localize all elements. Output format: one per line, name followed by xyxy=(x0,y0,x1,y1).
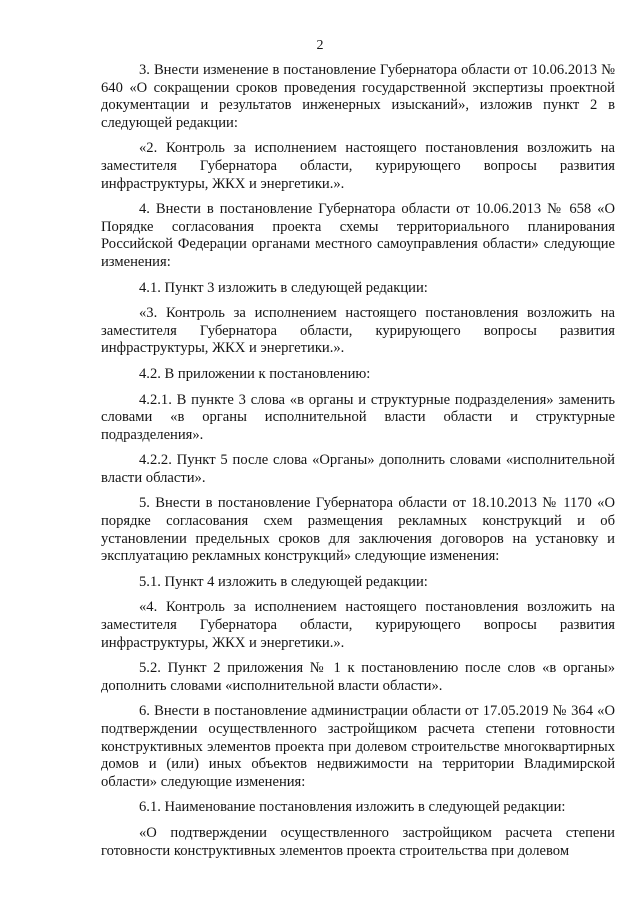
paragraph-6-1: 6.1. Наименование постановления изложить в следующей редакции: xyxy=(139,799,566,816)
paragraph-6-1-text: «О подтверждении осуществленного застройщиком расчета степени готовности конструктивных элементов проекта строительства при долевом xyxy=(101,824,615,859)
paragraph-6: 6. Внести в постановление администрации области от 17.05.2019 № 364 «О подтверждении осуществленного застройщиком расчета степени готовности конструктивных элементов проекта при долевом строительстве многоквартирных домов и (или) иных объектов недвижимости на территории Владимирской области» следующие изменения: xyxy=(101,703,615,790)
paragraph-4-1: 4.1. Пункт 3 изложить в следующей редакции: xyxy=(139,279,428,296)
paragraph-5-1: 5.1. Пункт 4 изложить в следующей редакции: xyxy=(139,573,428,590)
document-body xyxy=(101,62,615,868)
paragraph-3-text: «2. Контроль за исполнением настоящего постановления возложить на заместителя Губернатора области, курирующего вопросы развития инфраструктуры, ЖКХ и энергетики.». xyxy=(101,140,615,192)
paragraph-4: 4. Внести в постановление Губернатора области от 10.06.2013 № 658 «О Порядке согласования проекта схемы территориального планирования Российской Федерации органами местного самоуправления области» следующие изменения: xyxy=(101,201,615,270)
paragraph-4-2-1: 4.2.1. В пункте 3 слова «в органы и структурные подразделения» заменить словами «в органы исполнительной власти области и структурные подразделения». xyxy=(101,391,615,443)
page-number: 2 xyxy=(316,38,324,53)
paragraph-4-2-2: 4.2.2. Пункт 5 после слова «Органы» дополнить словами «исполнительной власти области». xyxy=(101,452,615,486)
paragraph-5-1-text: «4. Контроль за исполнением настоящего постановления возложить на заместителя Губернатора области, курирующего вопросы развития инфраструктуры, ЖКХ и энергетики.». xyxy=(101,599,615,651)
paragraph-4-1-text: «3. Контроль за исполнением настоящего постановления возложить на заместителя Губернатора области, курирующего вопросы развития инфраструктуры, ЖКХ и энергетики.». xyxy=(101,305,615,357)
paragraph-4-2: 4.2. В приложении к постановлению: xyxy=(139,365,371,382)
paragraph-5: 5. Внести в постановление Губернатора области от 18.10.2013 № 1170 «О порядке согласования схем размещения рекламных конструкций и об установлении предельных сроков для заключения договоров на установку и эксплуатацию рекламных конструкций» следующие изменения: xyxy=(101,495,615,565)
paragraph-3: 3. Внести изменение в постановление Губернатора области от 10.06.2013 № 640 «О сокращении сроков проведения государственной экспертизы проектной документации и результатов инженерных изысканий», изложив пункт 2 в следующей редакции: xyxy=(101,62,615,131)
paragraph-5-2: 5.2. Пункт 2 приложения № 1 к постановлению после слов «в органы» дополнить словами «исполнительной власти области». xyxy=(101,660,615,694)
